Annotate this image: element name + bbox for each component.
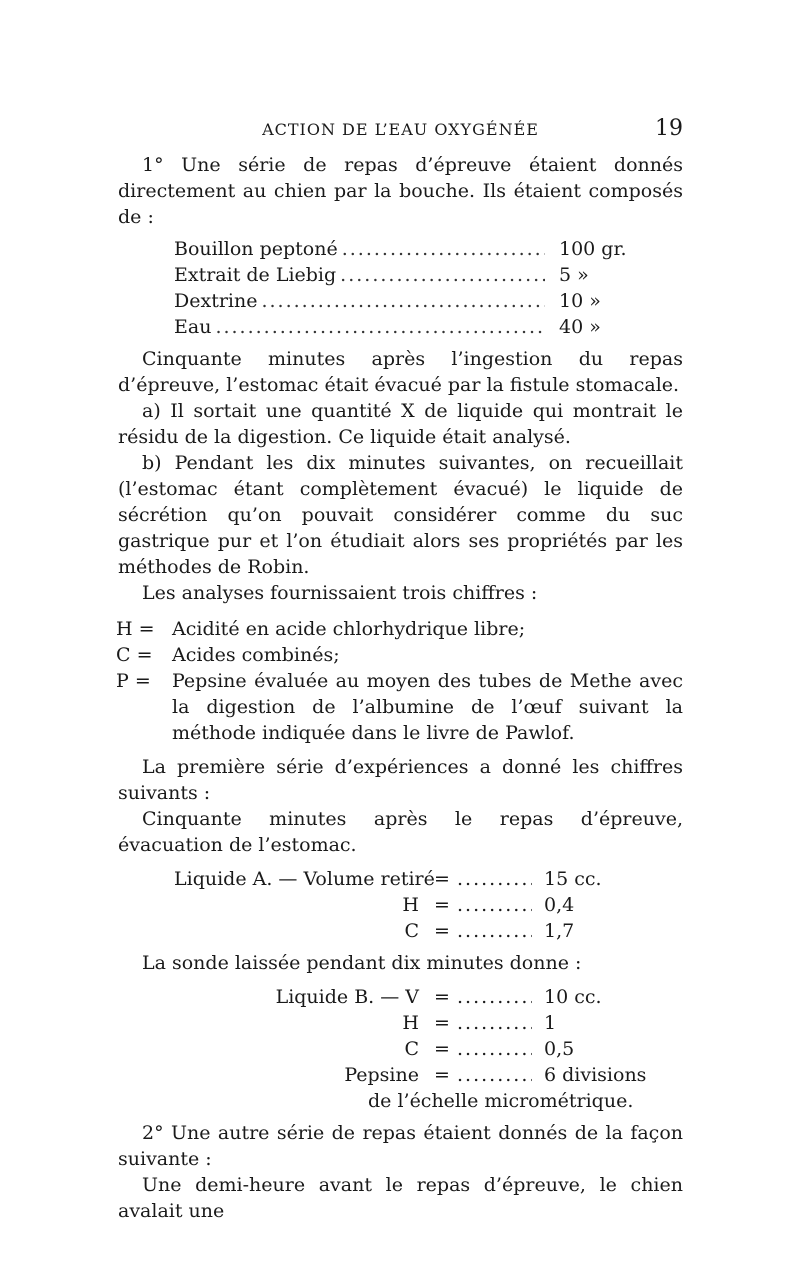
recipe-row — [174, 262, 649, 288]
recipe-list — [174, 236, 649, 340]
running-head — [118, 118, 683, 142]
result-label: C — [404, 920, 419, 942]
result-value: 10 cc. — [544, 986, 602, 1008]
dot-leader — [457, 984, 532, 1010]
definitions-list — [116, 616, 683, 746]
result-value: 0,5 — [544, 1038, 575, 1060]
result-note: de l’échelle micrométrique. — [368, 1090, 634, 1112]
result-label: C — [404, 1038, 419, 1060]
dot-leader — [340, 262, 545, 288]
liquid-b-results — [174, 984, 674, 1114]
result-row — [174, 918, 674, 944]
result-label: Liquide A. — Volume retiré — [174, 868, 435, 890]
equals-sign: = — [434, 868, 450, 890]
dot-leader — [457, 1010, 532, 1036]
definition-row — [116, 668, 683, 746]
dot-leader — [342, 236, 545, 262]
result-value: 1,7 — [544, 920, 575, 942]
result-value: 6 divisions — [544, 1064, 647, 1086]
recipe-value: 100 gr. — [559, 238, 627, 260]
recipe-label: Dextrine — [174, 290, 258, 312]
result-value: 0,4 — [544, 894, 575, 916]
result-value: 1 — [544, 1012, 557, 1034]
recipe-label: Bouillon peptoné — [174, 238, 338, 260]
recipe-row — [174, 236, 649, 262]
result-row — [174, 984, 674, 1010]
result-value: 15 cc. — [544, 868, 602, 890]
result-label: H — [402, 894, 419, 916]
intro-paragraph: 1° Une série de repas d’épreuve étaient donnés directement au chien par la bouche. Ils étaient composés de : — [118, 154, 683, 228]
definition-text: Acides combinés; — [172, 644, 340, 666]
result-note-row — [174, 1088, 674, 1114]
equals-sign: = — [434, 986, 450, 1008]
paragraph: Les analyses fournissaient trois chiffres : — [142, 582, 538, 604]
equals-sign: = — [434, 1064, 450, 1086]
recipe-value: 5 » — [559, 264, 589, 286]
dot-leader — [457, 1062, 532, 1088]
result-label: H — [402, 1012, 419, 1034]
recipe-value: 10 » — [559, 290, 601, 312]
result-row — [174, 1036, 674, 1062]
definition-symbol: C = — [116, 644, 153, 666]
recipe-row — [174, 314, 649, 340]
paragraph: 2° Une autre série de repas étaient donnés de la façon suivante : — [118, 1122, 683, 1170]
dot-leader — [457, 892, 532, 918]
result-row — [174, 1062, 674, 1088]
page-number: 19 — [655, 116, 683, 141]
dot-leader — [457, 1036, 532, 1062]
paragraph: Une demi-heure avant le repas d’épreuve, le chien avalait une — [118, 1174, 683, 1222]
result-row — [174, 892, 674, 918]
equals-sign: = — [434, 894, 450, 916]
definition-text: Pepsine évaluée au moyen des tubes de Methe avec la digestion de l’albumine de l’œuf suivant la méthode indiquée dans le livre de Pawlof. — [172, 670, 683, 744]
recipe-label: Eau — [174, 316, 212, 338]
paragraph: La sonde laissée pendant dix minutes donne : — [142, 952, 582, 974]
dot-leader — [457, 918, 532, 944]
result-label: Liquide B. — V — [275, 986, 419, 1008]
paragraph: La première série d’expériences a donné les chiffres suivants : — [118, 756, 683, 804]
dot-leader — [215, 314, 545, 340]
liquid-a-results — [174, 866, 674, 944]
equals-sign: = — [434, 1038, 450, 1060]
paragraph: a) Il sortait une quantité X de liquide qui montrait le résidu de la digestion. Ce liquide était analysé. — [118, 400, 683, 448]
paragraph: b) Pendant les dix minutes suivantes, on recueillait (l’estomac étant complètement évacué) le liquide de sécrétion qu’on pouvait considérer comme du suc gastrique pur et l’on étudiait alors ses propriétés par les méthodes de Robin. — [118, 452, 683, 578]
definition-row — [116, 642, 683, 668]
equals-sign: = — [434, 1012, 450, 1034]
equals-sign: = — [434, 920, 450, 942]
result-row — [174, 1010, 674, 1036]
definition-symbol: H = — [116, 618, 155, 640]
definition-symbol: P = — [116, 670, 151, 692]
paragraph: Cinquante minutes après le repas d’épreuve, évacuation de l’estomac. — [118, 808, 683, 856]
recipe-label: Extrait de Liebig — [174, 264, 337, 286]
definition-text: Acidité en acide chlorhydrique libre; — [172, 618, 526, 640]
dot-leader — [261, 288, 545, 314]
dot-leader — [457, 866, 532, 892]
body-text — [118, 152, 683, 1224]
paragraph: Cinquante minutes après l’ingestion du repas d’épreuve, l’estomac était évacué par la fistule stomacale. — [118, 348, 683, 396]
definition-row — [116, 616, 683, 642]
recipe-row — [174, 288, 649, 314]
recipe-value: 40 » — [559, 316, 601, 338]
result-row — [174, 866, 674, 892]
running-title: ACTION DE L’EAU OXYGÉNÉE — [262, 120, 539, 139]
result-label: Pepsine — [344, 1064, 419, 1086]
